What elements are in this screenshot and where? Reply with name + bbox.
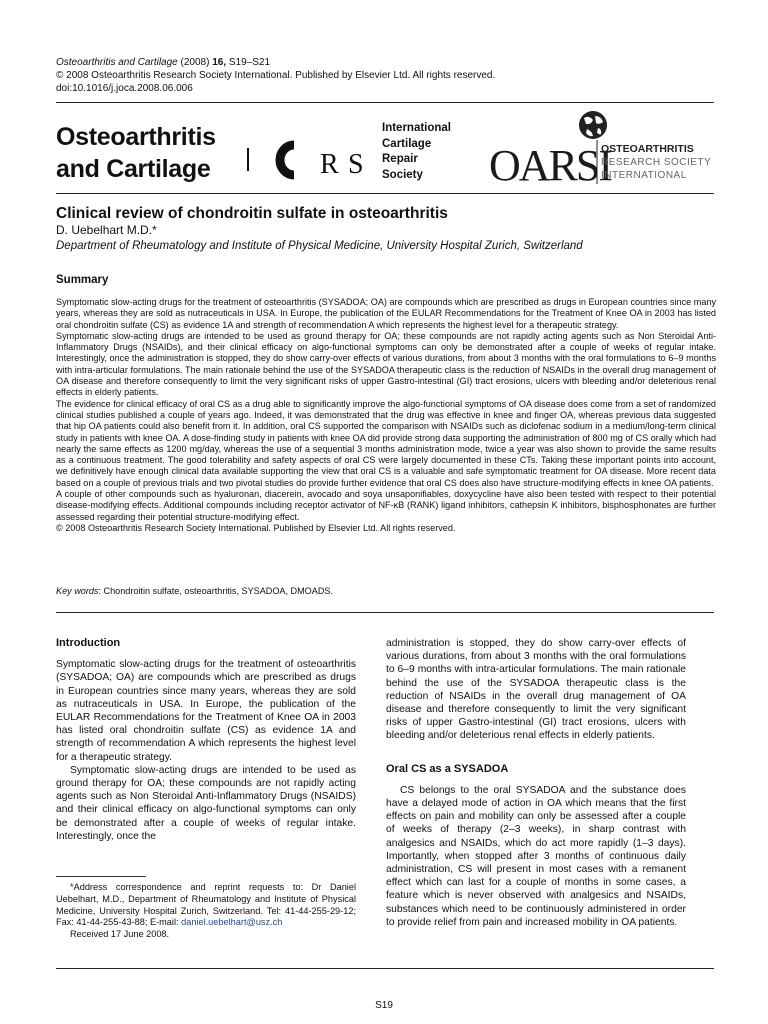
- affiliation: Department of Rheumatology and Institute of Physical Medicine, University Hospital Zurich, Switzerland: [56, 240, 583, 252]
- abstract-paragraph: The evidence for clinical efficacy of oral CS as a drug able to significantly improve the algo-functional symptoms of OA disease does come from a set of randomized clinical studies published a couple of years ago. Indeed, it was demonstrated that the drug was effective in knee and finger OA, whereas previous data suggested that hip OA patients could also benefit from it. In addition, oral CS supported the comparison with NSAIDs such as diclofenac sodium in a medium/long-term clinical study in patients with knee OA. A dose-finding study in patients with knee OA did provide strong data supporting the administration of 800 mg of CS orally which had nearly the same effects as 1200 mg/day, whereas the use of a sequential 3 months administration mode, twice a year was also shown to provide the same results as a continuous treatment. The good tolerability and safety aspects of oral CS were largely documented in these CTs. Taking these important points into account, we definitively have enough clinical data available supporting the view that oral CS is a valuable and safe symptomatic treatment for OA disease. More recent data based on a couple of previous trials and two pivotal studies do provide further evidence that oral CS does also have structure-modifying effects in knee OA patients.: [56, 398, 716, 488]
- abstract-paragraph: Symptomatic slow-acting drugs are intended to be used as ground therapy for OA; these compounds are not rapidly acting agents such as Non Steroidal Anti-Inflammatory Drugs (NSAIDs), and their clinical efficacy on algo-functional symptoms can only be demonstrated after a couple of weeks of regular intake. Interestingly, once the administration is stopped, they do show carry-over effects of various durations, from about 3 months with the oral formulations to 6–9 months with intra-articular formulations. The main rationale behind the use of the SYSADOA therapeutic class is the reduction of NSAIDs in the overall drug management of OA disease and therefore consequently to limit the very significant risks of upper Gastro-intestinal (GI) tract erosions, ulcers with bleeding and/or deleterious renal effects in elderly patients.: [56, 330, 716, 398]
- oarsi-logo: [487, 108, 712, 190]
- icrs-line: Cartilage: [382, 137, 432, 150]
- citation-line: [56, 56, 495, 69]
- abstract-copyright: © 2008 Osteoarthritis Research Society International. Published by Elsevier Ltd. All rights reserved.: [56, 522, 456, 533]
- doi-line: doi:10.1016/j.joca.2008.06.006: [56, 83, 193, 94]
- left-column: [56, 637, 356, 843]
- citation-volume: 16,: [212, 57, 227, 68]
- journal-title-line2: and Cartilage: [56, 155, 211, 183]
- keywords: [56, 586, 333, 596]
- intro-paragraph: Symptomatic slow-acting drugs for the treatment of osteoarthritis (SYSADOA; OA) are compounds which are prescribed as drugs in European countries since many years, whereas they are sold as nutraceuticals in USA. In Europe, the publication of the EULAR Recommendations for the Treatment of Knee OA in 2003 has listed oral chondroitin sulfate (CS) as evidence 1A and strength of recommendation A which represents the highest level for a therapeutic strategy.: [56, 659, 356, 763]
- body-paragraph: CS belongs to the oral SYSADOA and the substance does have a delayed mode of action in OA which means that the first effects on pain and mobility can only be assessed after a couple of weeks of therapy (2–3 weeks), in sharp contrast with analgesics and NSAIDs, which do act more rapidly (1–3 days). Importantly, when stopped after 3 months of continuous daily administration, CS will present in most cases with a remanent effect which can last for a couple of months in some cases, a feature which is never observed with analgesics and NSAIDs, substances which need to be continuously administered in order to provide relief from pain and increased mobility in OA patients.: [386, 784, 686, 928]
- oarsi-line: OSTEOARTHRITIS: [601, 143, 694, 155]
- svg-text:R: R: [320, 149, 339, 180]
- body-paragraph: administration is stopped, they do show carry-over effects of various durations, from about 3 months with the oral formulations to 6–9 months with intra-articular formulations. The main rationale behind the use of the SYSADOA therapeutic class is the reduction of NSAIDs in the overall drug management of OA disease and therefore consequently to limit the very significant risks of upper Gastro-intestinal (GI) tract erosions, ulcers with bleeding and/or deleterious renal effects in elderly patients.: [386, 638, 686, 742]
- right-column: [386, 637, 686, 929]
- icrs-logo: [264, 137, 374, 183]
- oarsi-wordmark: OARSI: [489, 141, 612, 190]
- masthead-divider: [247, 148, 249, 171]
- author: D. Uebelhart M.D.*: [56, 223, 157, 237]
- abstract: [56, 297, 716, 534]
- page-number: S19: [375, 1000, 393, 1011]
- bottom-rule: [56, 968, 714, 969]
- copyright-line: © 2008 Osteoarthritis Research Society International. Published by Elsevier Ltd. All rights reserved.: [56, 70, 496, 81]
- footnote-text: *Address correspondence and reprint requests to: Dr Daniel Uebelhart, M.D., Department of Rheumatology and Institute of Physical Medicine, University Hospital Zurich, Switzerland. Tel: 41-44-255-29-12; Fax: 41-44-255-43-88; E-mail:: [56, 882, 356, 928]
- abstract-paragraph: Symptomatic slow-acting drugs for the treatment of osteoarthritis (SYSADOA; OA) are compounds which are prescribed as drugs in European countries since many years, whereas they are sold as nutraceuticals in USA. In Europe, the publication of the EULAR Recommendations for the Treatment of Knee OA in 2003 has listed oral chondroitin sulfate (CS) as evidence 1A and strength of recommendation A which represents the highest level for a therapeutic strategy.: [56, 297, 716, 330]
- section-heading-oral-cs: Oral CS as a SYSADOA: [386, 762, 509, 775]
- introduction-heading: Introduction: [56, 637, 121, 649]
- top-rule: [56, 102, 714, 103]
- received-date: Received 17 June 2008.: [70, 929, 170, 940]
- oarsi-line: RESEARCH SOCIETY: [601, 157, 712, 168]
- keywords-label: Key words: [56, 586, 99, 596]
- keywords-list: : Chondroitin sulfate, osteoarthritis, SYSADOA, DMOADS.: [98, 586, 333, 596]
- email-link[interactable]: daniel.uebelhart@usz.ch: [181, 917, 283, 928]
- citation-pages: S19–S21: [228, 57, 271, 68]
- abstract-paragraph: A couple of other compounds such as hyaluronan, diacerein, avocado and soya unsaponifiables, doxycycline have also been tested with respect to their potential disease-modifying effects. Additional compounds including receptor activator of NF-κB (RANK) ligand inhibitors, cathepsin K inhibitors, bisphosphonates are further assessed regarding their potential structure-modifying effect.: [56, 489, 716, 522]
- summary-heading: Summary: [56, 274, 109, 286]
- journal-title: [56, 121, 216, 185]
- journal-title-line1: Osteoarthritis: [56, 123, 216, 151]
- citation-journal: Osteoarthritis and Cartilage: [56, 57, 178, 68]
- intro-paragraph: Symptomatic slow-acting drugs are intended to be used as ground therapy for OA; these compounds are not rapidly acting agents such as Non Steroidal Anti-Inflammatory Drugs (NSAIDS) and their clinical efficacy on algo-functional symptoms can only be demonstrated after a couple of weeks of regular intake. Interestingly, once the: [56, 764, 356, 842]
- masthead-rule: [56, 193, 714, 194]
- article-title: Clinical review of chondroitin sulfate in osteoarthritis: [56, 205, 448, 222]
- citation-year: (2008): [180, 57, 210, 68]
- abstract-rule: [56, 612, 714, 613]
- svg-text:S: S: [348, 149, 364, 180]
- footnote-rule: [56, 876, 146, 877]
- footnote: [56, 882, 356, 941]
- globe-icon: [579, 111, 607, 139]
- icrs-line: Repair: [382, 153, 418, 165]
- icrs-name: [382, 121, 451, 183]
- icrs-line: International: [382, 122, 452, 134]
- oarsi-line: INTERNATIONAL: [601, 170, 687, 181]
- citation-block: [56, 56, 495, 95]
- icrs-line: Society: [382, 168, 423, 181]
